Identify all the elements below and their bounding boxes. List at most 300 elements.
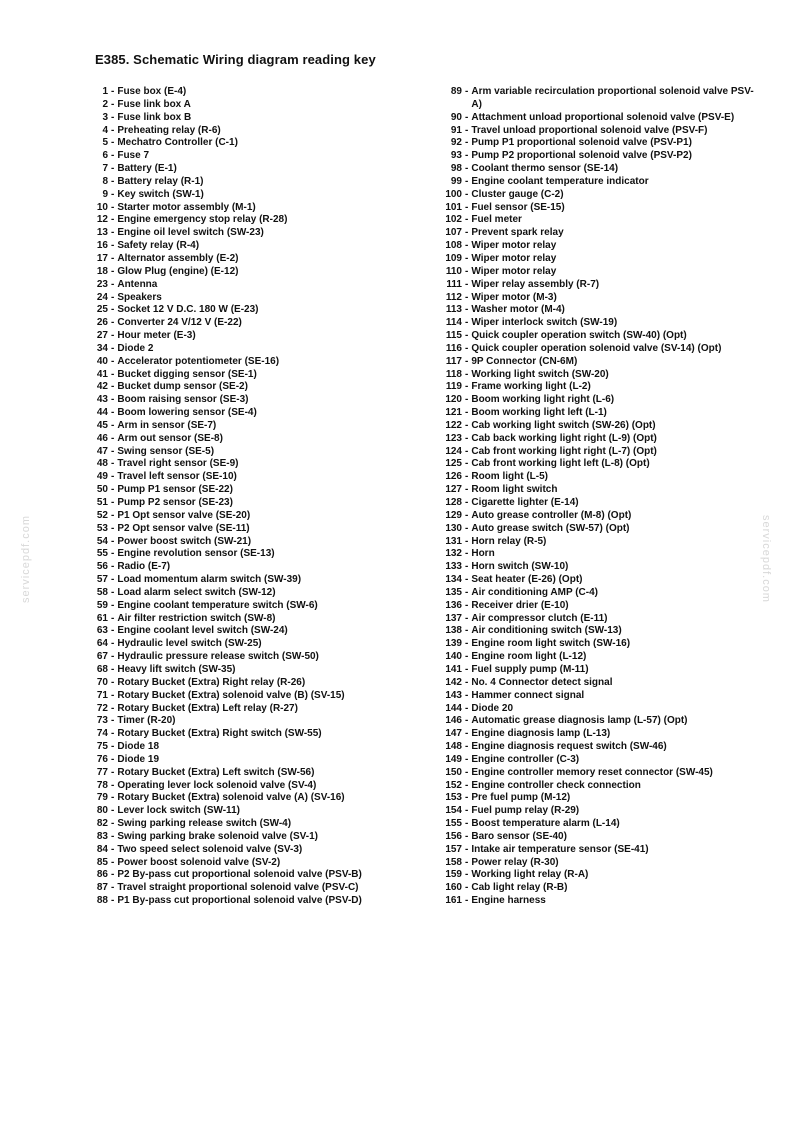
list-item [92,317,422,330]
item-number: 134 [445,574,462,586]
list-item [440,369,760,382]
item-number: 110 [445,265,462,277]
item-label: Fuse 7 [117,150,150,162]
list-item [440,690,760,703]
list-item [440,728,760,741]
item-number: 3 [102,111,108,123]
item-label: Engine revolution sensor (SE-13) [117,548,275,560]
item-number: 111 [446,278,462,290]
item-number: 130 [445,522,462,534]
item-label: Load alarm select switch (SW-12) [117,586,276,598]
list-item [92,163,422,176]
item-separator: - [111,818,115,830]
list-item [92,754,422,767]
item-number: 87 [96,882,108,894]
list-item [440,214,760,227]
list-item [440,587,760,600]
item-label: Room light switch [471,484,558,496]
item-number: 133 [445,561,462,573]
item-number: 44 [96,407,108,419]
item-label: Engine oil level switch (SW-23) [117,227,264,239]
item-separator: - [465,856,469,868]
item-number: 88 [96,895,108,907]
list-item [440,715,760,728]
item-label: Travel unload proportional solenoid valve (PSV-F) [471,124,708,136]
item-separator: - [111,278,115,290]
key-list-right [440,86,760,908]
item-separator: - [465,407,469,419]
list-item [92,394,422,407]
list-item [440,600,760,613]
item-separator: - [111,535,115,547]
item-separator: - [111,240,115,252]
item-separator: - [111,175,115,187]
item-label: No. 4 Connector detect signal [471,676,613,688]
item-separator: - [111,625,115,637]
item-separator: - [111,342,115,354]
item-number: 7 [102,163,108,175]
list-item [440,857,760,870]
item-number: 74 [96,728,108,740]
item-separator: - [111,702,115,714]
item-number: 147 [445,728,462,740]
item-separator: - [111,574,115,586]
list-item [92,574,422,587]
item-separator: - [465,368,469,380]
list-item [92,728,422,741]
list-item [92,304,422,317]
list-item [92,407,422,420]
item-label: Engine room light (L-12) [471,651,587,663]
list-item [92,561,422,574]
list-item [92,831,422,844]
item-number: 57 [96,574,108,586]
list-item [440,882,760,895]
list-item [92,189,422,202]
list-item [440,844,760,857]
item-label: P2 By-pass cut proportional solenoid valve (PSV-B) [117,869,362,881]
item-number: 132 [445,548,462,560]
item-separator: - [111,484,115,496]
item-number: 159 [445,869,462,881]
item-number: 46 [96,432,108,444]
item-label: P1 Opt sensor valve (SE-20) [117,509,251,521]
item-number: 115 [445,330,462,342]
item-separator: - [111,548,115,560]
item-number: 119 [445,381,462,393]
item-number: 1 [102,86,108,97]
list-item [440,767,760,780]
item-number: 148 [445,741,462,753]
list-item [92,818,422,831]
item-separator: - [465,792,469,804]
list-item [440,317,760,330]
list-item [92,433,422,446]
item-number: 73 [96,715,108,727]
item-number: 63 [96,625,108,637]
item-separator: - [465,702,469,714]
item-label: Auto grease switch (SW-57) (Opt) [471,522,630,534]
list-item [92,279,422,292]
item-label: Swing parking brake solenoid valve (SV-1) [117,830,318,842]
item-label: Engine diagnosis lamp (L-13) [471,728,611,740]
item-separator: - [465,201,469,213]
item-number: 152 [445,779,462,791]
item-number: 123 [445,432,462,444]
item-label: Boom lowering sensor (SE-4) [117,407,257,419]
item-number: 45 [96,419,108,431]
item-label: Wiper motor (M-3) [471,291,557,303]
item-number: 124 [445,445,462,457]
item-separator: - [465,586,469,598]
item-separator: - [465,882,469,894]
item-separator: - [465,651,469,663]
list-item [440,792,760,805]
item-label: Rotary Bucket (Extra) Right relay (R-26) [117,676,306,688]
item-label: Travel left sensor (SE-10) [117,471,237,483]
list-item [440,253,760,266]
item-number: 5 [102,137,108,149]
list-item [92,227,422,240]
item-label: P2 Opt sensor valve (SE-11) [117,522,250,534]
list-item [92,240,422,253]
item-separator: - [465,535,469,547]
item-number: 146 [445,715,462,727]
item-number: 59 [96,599,108,611]
list-item [92,214,422,227]
item-label: Swing parking release switch (SW-4) [117,818,292,830]
item-separator: - [465,779,469,791]
item-number: 86 [96,869,108,881]
item-number: 76 [96,753,108,765]
item-separator: - [465,497,469,508]
list-item [92,703,422,716]
item-label: Horn switch (SW-10) [471,561,569,573]
item-label: Rotary Bucket (Extra) Left relay (R-27) [117,702,298,714]
item-separator: - [465,522,469,534]
item-separator: - [111,869,115,881]
item-separator: - [465,625,469,637]
item-separator: - [465,599,469,611]
item-separator: - [465,188,469,200]
list-item [440,574,760,587]
item-separator: - [465,830,469,842]
item-number: 126 [445,471,462,483]
item-separator: - [111,522,115,534]
item-label: Boom working light right (L-6) [471,394,615,406]
item-separator: - [111,741,115,753]
item-separator: - [111,856,115,868]
item-label: Radio (E-7) [117,561,171,573]
list-item [440,651,760,664]
list-item [92,125,422,138]
page-title: E385. Schematic Wiring diagram reading key [95,52,376,67]
item-label: Diode 19 [117,753,160,765]
item-label: Engine coolant temperature switch (SW-6) [117,599,318,611]
item-label: Pre fuel pump (M-12) [471,792,571,804]
list-item [440,677,760,690]
list-item [440,831,760,844]
list-item [92,343,422,356]
item-separator: - [111,419,115,431]
item-separator: - [111,214,115,226]
list-item [92,587,422,600]
item-label: Rotary Bucket (Extra) Left switch (SW-56) [117,766,315,778]
item-label: Glow Plug (engine) (E-12) [117,265,239,277]
item-number: 56 [96,561,108,573]
item-separator: - [111,137,115,149]
item-label: Working light relay (R-A) [471,869,589,881]
list-item [92,137,422,150]
item-number: 108 [445,240,462,252]
list-item [440,703,760,716]
item-label: Preheating relay (R-6) [117,124,221,136]
item-separator: - [465,766,469,778]
list-item [92,446,422,459]
item-separator: - [465,715,469,727]
item-number: 139 [445,638,462,650]
item-label: Wiper motor relay [471,265,557,277]
item-number: 107 [445,227,462,239]
item-label: Diode 20 [471,702,514,714]
item-label: Cab light relay (R-B) [471,882,568,894]
item-label: Timer (R-20) [117,715,176,727]
list-item [92,176,422,189]
list-item [92,664,422,677]
item-number: 54 [96,535,108,547]
item-separator: - [465,381,469,393]
item-number: 61 [96,612,108,624]
list-item [92,292,422,305]
item-number: 85 [96,856,108,868]
list-item [92,420,422,433]
item-separator: - [465,612,469,624]
list-item [440,446,760,459]
list-item [92,523,422,536]
item-separator: - [465,445,469,457]
list-item [92,741,422,754]
item-number: 155 [445,818,462,830]
list-item [440,548,760,561]
item-label: Rotary Bucket (Extra) solenoid valve (B) (SV-15) [117,689,345,701]
item-separator: - [465,227,469,239]
item-separator: - [465,394,469,406]
list-item [440,394,760,407]
item-separator: - [465,342,469,354]
item-number: 23 [96,278,108,290]
item-label: Alternator assembly (E-2) [117,252,239,264]
item-separator: - [465,574,469,586]
list-item [92,266,422,279]
item-separator: - [465,895,469,907]
item-separator: - [465,741,469,753]
item-number: 79 [96,792,108,804]
item-number: 140 [445,651,462,663]
list-item [440,240,760,253]
item-number: 136 [445,599,462,611]
list-item [92,381,422,394]
item-number: 58 [96,586,108,598]
list-item [92,651,422,664]
item-number: 41 [96,368,108,380]
list-item [440,330,760,343]
item-separator: - [465,548,469,560]
item-separator: - [111,766,115,778]
item-separator: - [111,561,115,573]
item-separator: - [465,843,469,855]
item-label: Cab back working light right (L-9) (Opt) [471,432,657,444]
item-separator: - [111,676,115,688]
list-item [92,202,422,215]
item-number: 127 [445,484,462,496]
item-label: Wiper motor relay [471,240,557,252]
item-number: 161 [445,895,462,907]
list-item [440,137,760,150]
item-number: 112 [445,291,462,303]
item-number: 114 [445,317,462,329]
item-separator: - [465,509,469,521]
list-item [440,292,760,305]
item-label: Horn relay (R-5) [471,535,547,547]
item-number: 78 [96,779,108,791]
list-item [440,754,760,767]
list-item [440,780,760,793]
item-separator: - [111,330,115,342]
list-item [92,805,422,818]
list-item [440,818,760,831]
item-number: 8 [102,175,108,187]
item-label: Air conditioning AMP (C-4) [471,586,598,598]
item-separator: - [111,663,115,675]
item-separator: - [111,458,115,470]
item-label: Pump P1 sensor (SE-22) [117,484,233,496]
item-number: 92 [450,137,462,149]
item-number: 82 [96,818,108,830]
list-item [440,227,760,240]
item-label: Wiper motor relay [471,252,557,264]
item-separator: - [465,818,469,830]
item-separator: - [465,561,469,573]
item-number: 137 [445,612,462,624]
item-separator: - [111,792,115,804]
item-separator: - [111,304,115,316]
list-item [440,163,760,176]
list-item [92,882,422,895]
list-item [440,279,760,292]
item-number: 48 [96,458,108,470]
item-number: 67 [96,651,108,663]
list-item [92,638,422,651]
watermark-right: servicepdf.com [760,515,772,603]
item-number: 113 [445,304,462,316]
item-label: Load momentum alarm switch (SW-39) [117,574,302,586]
item-number: 144 [445,702,462,714]
list-item [92,895,422,908]
list-item [440,458,760,471]
item-label: Power relay (R-30) [471,856,559,868]
item-label: Baro sensor (SE-40) [471,830,567,842]
item-separator: - [111,599,115,611]
item-number: 125 [445,458,462,470]
item-label: Starter motor assembly (M-1) [117,201,256,213]
item-label: Engine coolant temperature indicator [471,175,649,187]
item-label: Diode 2 [117,342,154,354]
item-label: Lever lock switch (SW-11) [117,805,240,817]
item-label: Socket 12 V D.C. 180 W (E-23) [117,304,259,316]
item-label: Travel right sensor (SE-9) [117,458,239,470]
item-label: Quick coupler operation switch (SW-40) (Opt) [471,330,687,342]
item-number: 71 [96,689,108,701]
item-separator: - [465,317,469,329]
item-label: Auto grease controller (M-8) (Opt) [471,509,632,521]
item-separator: - [111,715,115,727]
item-label: Rotary Bucket (Extra) solenoid valve (A) (SV-16) [117,792,345,804]
list-item [92,844,422,857]
item-label: Hydraulic level switch (SW-25) [117,638,262,650]
item-label: Speakers [117,291,162,303]
item-number: 75 [96,741,108,753]
item-separator: - [465,175,469,187]
item-label: Hammer connect signal [471,689,585,701]
item-separator: - [465,214,469,226]
item-number: 157 [445,843,462,855]
item-number: 122 [445,419,462,431]
item-label: Engine diagnosis request switch (SW-46) [471,741,667,753]
item-number: 129 [445,509,462,521]
item-separator: - [465,419,469,431]
item-separator: - [111,201,115,213]
item-label: Fuel pump relay (R-29) [471,805,580,817]
item-label: Cab working light switch (SW-26) (Opt) [471,419,656,431]
item-number: 51 [96,497,108,508]
item-number: 109 [445,252,462,264]
list-item [440,266,760,279]
item-separator: - [465,137,469,149]
item-separator: - [111,882,115,894]
item-label: Fuse link box A [117,98,191,110]
item-label: P1 By-pass cut proportional solenoid valve (PSV-D) [117,895,362,907]
list-item [440,381,760,394]
item-number: 42 [96,381,108,393]
item-separator: - [465,124,469,136]
item-number: 128 [445,497,462,508]
item-separator: - [111,830,115,842]
item-separator: - [111,728,115,740]
item-label: Fuse box (E-4) [117,86,187,97]
item-separator: - [465,753,469,765]
item-number: 77 [96,766,108,778]
item-label: Engine coolant level switch (SW-24) [117,625,288,637]
item-number: 154 [445,805,462,817]
list-item [92,471,422,484]
item-label: Accelerator potentiometer (SE-16) [117,355,280,367]
item-separator: - [111,86,115,97]
item-number: 116 [445,342,462,354]
item-number: 83 [96,830,108,842]
item-separator: - [111,651,115,663]
item-label: Cab front working light left (L-8) (Opt) [471,458,650,470]
item-label: Diode 18 [117,741,160,753]
item-label: Safety relay (R-4) [117,240,200,252]
item-separator: - [111,368,115,380]
item-number: 93 [450,150,462,162]
list-item [92,690,422,703]
item-separator: - [111,497,115,508]
list-item [92,497,422,510]
item-separator: - [111,843,115,855]
item-separator: - [111,291,115,303]
item-label: Two speed select solenoid valve (SV-3) [117,843,303,855]
